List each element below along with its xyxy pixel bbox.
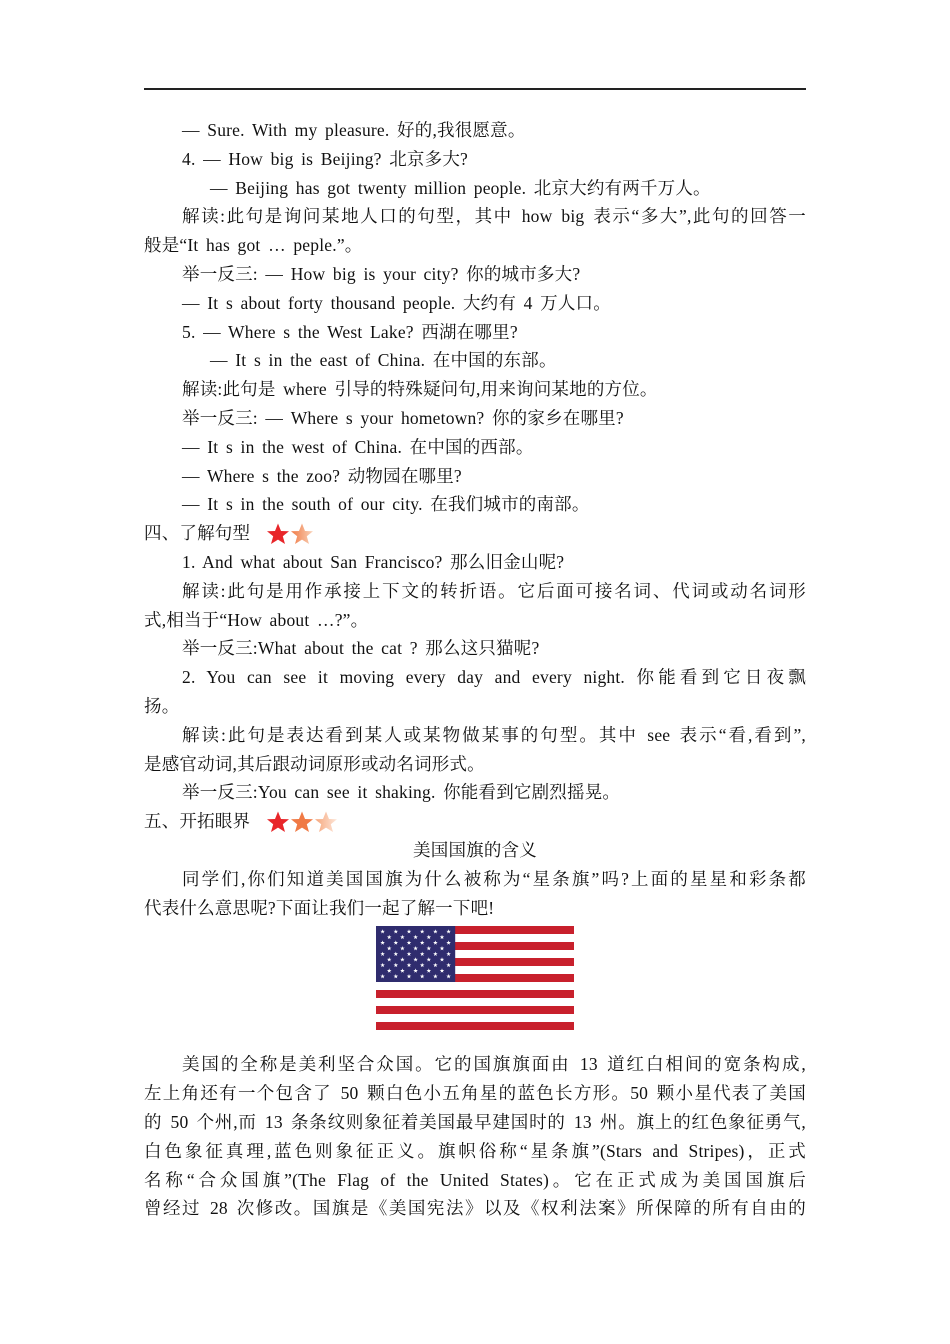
dialogue-line: — Where s the zoo? 动物园在哪里? <box>182 465 462 486</box>
section-4-title: 四、了解句型 <box>144 523 251 544</box>
us-flag-image <box>376 926 574 1030</box>
explanation-line: 解读:此句是 where 引导的特殊疑问句,用来询问某地的方位。 <box>182 379 658 400</box>
explanation-line: 式,相当于“How about …?”。 <box>144 609 369 630</box>
section-5-heading <box>144 807 806 836</box>
flag-stripe <box>376 1006 574 1014</box>
dialogue-line: — It s in the south of our city. 在我们城市的南部。 <box>182 494 590 515</box>
explanation-line: 是感官动词,其后跟动词原形或动名词形式。 <box>144 753 485 774</box>
article-line: 的 50 个州,而 13 条条纹则象征着美国最早建国时的 13 州。旗上的红色象征勇气, <box>144 1111 806 1132</box>
practice-line: 举一反三:What about the cat ? 那么这只猫呢? <box>182 638 540 659</box>
star-icon <box>266 810 290 834</box>
flag-stripe <box>376 982 574 990</box>
flag-stripe <box>376 998 574 1006</box>
practice-line: 举一反三: — How big is your city? 你的城市多大? <box>182 263 581 284</box>
flag-stripe <box>376 990 574 998</box>
star-icon <box>290 522 314 546</box>
dialogue-line: — Beijing has got twenty million people. 北京大约有两千万人。 <box>210 177 711 198</box>
example-line: 1. And what about San Francisco? 那么旧金山呢? <box>182 551 565 572</box>
dialogue-line: — It s about forty thousand people. 大约有 4 万人口。 <box>182 292 611 313</box>
article-line: 白色象征真理,蓝色则象征正义。旗帜俗称“星条旗”(Stars and Stripes)，正式 <box>144 1140 806 1161</box>
dialogue-line: — Sure. With my pleasure. 好的,我很愿意。 <box>182 120 526 140</box>
article-line: 左上角还有一个包含了 50 颗白色小五角星的蓝色长方形。50 颗小星代表了美国 <box>144 1083 806 1104</box>
dialogue-line: — It s in the west of China. 在中国的西部。 <box>182 436 534 457</box>
practice-line: 举一反三:You can see it shaking. 你能看到它剧烈摇晃。 <box>182 782 621 803</box>
article-line: 曾经过 28 次修改。国旗是《美国宪法》以及《权利法案》所保障的所有自由的 <box>144 1198 806 1219</box>
explanation-line: 解读:此句是表达看到某人或某物做某事的句型。其中 see 表示“看,看到”, <box>182 724 806 745</box>
difficulty-rating <box>266 522 314 546</box>
star-icon <box>314 810 338 834</box>
example-line: 2. You can see it moving every day and every night. 你能看到它日夜飘 <box>182 667 806 688</box>
section-4-heading <box>144 519 806 548</box>
article-line: 名称“合众国旗”(The Flag of the United States)。它在正式成为美国国旗后 <box>144 1169 806 1190</box>
explanation-line: 解读:此句是用作承接上下文的转折语。它后面可接名词、代词或动名词形 <box>182 580 806 601</box>
example-line: 扬。 <box>144 695 180 716</box>
example-line: 5. — Where s the West Lake? 西湖在哪里? <box>182 321 518 342</box>
intro-line: 同学们,你们知道美国国旗为什么被称为“星条旗”吗?上面的星星和彩条都 <box>182 868 806 889</box>
star-icon <box>266 522 290 546</box>
intro-line: 代表什么意思呢?下面让我们一起了解一下吧! <box>144 897 495 918</box>
practice-line: 举一反三: — Where s your hometown? 你的家乡在哪里? <box>182 407 624 428</box>
article-line: 美国的全称是美利坚合众国。它的国旗旗面由 13 道红白相间的宽条构成, <box>182 1054 806 1075</box>
example-line: 4. — How big is Beijing? 北京多大? <box>182 148 468 169</box>
flag-stripe <box>376 1014 574 1022</box>
document-body <box>144 116 806 1223</box>
star-icon <box>290 810 314 834</box>
difficulty-rating <box>266 810 338 834</box>
flag-figure <box>144 926 806 1030</box>
article-title: 美国国旗的含义 <box>413 839 537 860</box>
header-rule <box>144 88 806 90</box>
flag-stripe <box>376 1022 574 1030</box>
dialogue-line: — It s in the east of China. 在中国的东部。 <box>210 350 557 371</box>
flag-canton <box>376 926 455 982</box>
explanation-line: 般是“It has got … peple.”。 <box>144 235 363 256</box>
explanation-line: 解读:此句是询问某地人口的句型，其中 how big 表示“多大”,此句的回答一 <box>182 206 806 227</box>
section-5-title: 五、开拓眼界 <box>144 811 251 832</box>
